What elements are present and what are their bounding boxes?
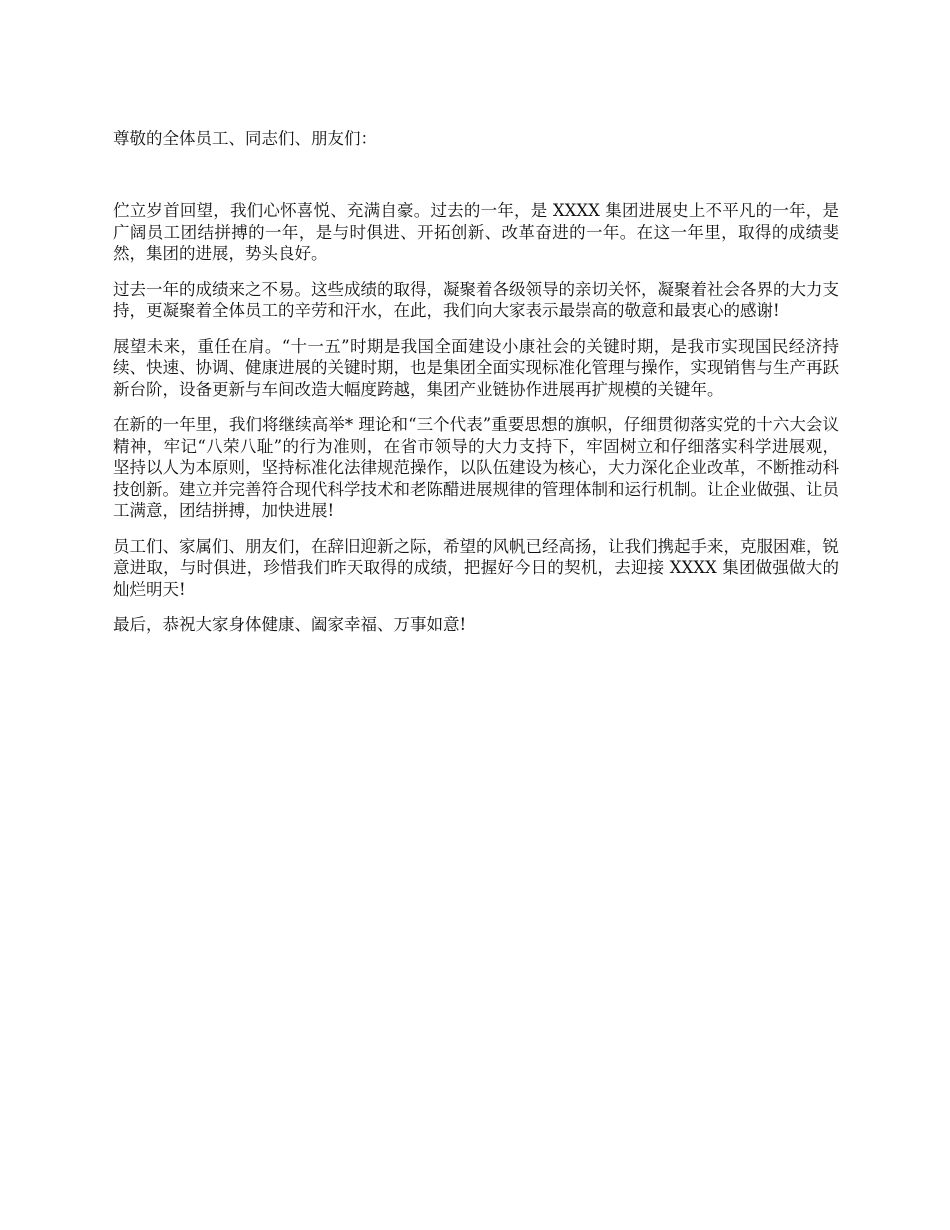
paragraph-1: 伫立岁首回望，我们心怀喜悦、充满自豪。过去的一年，是 XXXX 集团进展史上不平凡的一年，是广阔员工团结拼搏的一年，是与时俱进、开拓创新、改革奋进的一年。在这一年里，取得的成绩斐然，集团的进展，势头良好。 (113, 201, 839, 263)
paragraph-3: 展望未来，重任在肩。“十一五”时期是我国全面建设小康社会的关键时期，是我市实现国民经济持续、快速、协调、健康进展的关键时期，也是集团全面实现标准化管理与操作，实现销售与生产再跃新台阶，设备更新与车间改造大幅度跨越，集团产业链协作进展再扩规模的关键年。 (113, 336, 839, 399)
letter-body (113, 200, 839, 650)
paragraph-4: 在新的一年里，我们将继续高举* 理论和“三个代表”重要思想的旗帜，仔细贯彻落实党的十六大会议精神，牢记“八荣八耻”的行为准则，在省市领导的大力支持下，牢固树立和仔细落实科学进展观，坚持以人为本原则，坚持标准化法律规范操作，以队伍建设为核心，大力深化企业改革，不断推动科技创新。建立并完善符合现代科学技术和老陈醋进展规律的管理体制和运行机制。让企业做强、让员工满意，团结拼搏，加快进展! (113, 415, 839, 520)
paragraph-6: 最后，恭祝大家身体健康、阖家幸福、万事如意! (113, 615, 467, 634)
paragraph-2: 过去一年的成绩来之不易。这些成绩的取得，凝聚着各级领导的亲切关怀，凝聚着社会各界的大力支持，更凝聚着全体员工的辛劳和汗水，在此，我们向大家表示最崇高的敬意和最衷心的感谢! (113, 279, 839, 320)
paragraph-5: 员工们、家属们、朋友们，在辞旧迎新之际，希望的风帆已经高扬，让我们携起手来，克服困难，锐意进取，与时俱进，珍惜我们昨天取得的成绩，把握好今日的契机，去迎接 XXXX 集团做强做大的灿烂明天! (113, 536, 839, 599)
salutation: 尊敬的全体员工、同志们、朋友们： (113, 129, 377, 148)
